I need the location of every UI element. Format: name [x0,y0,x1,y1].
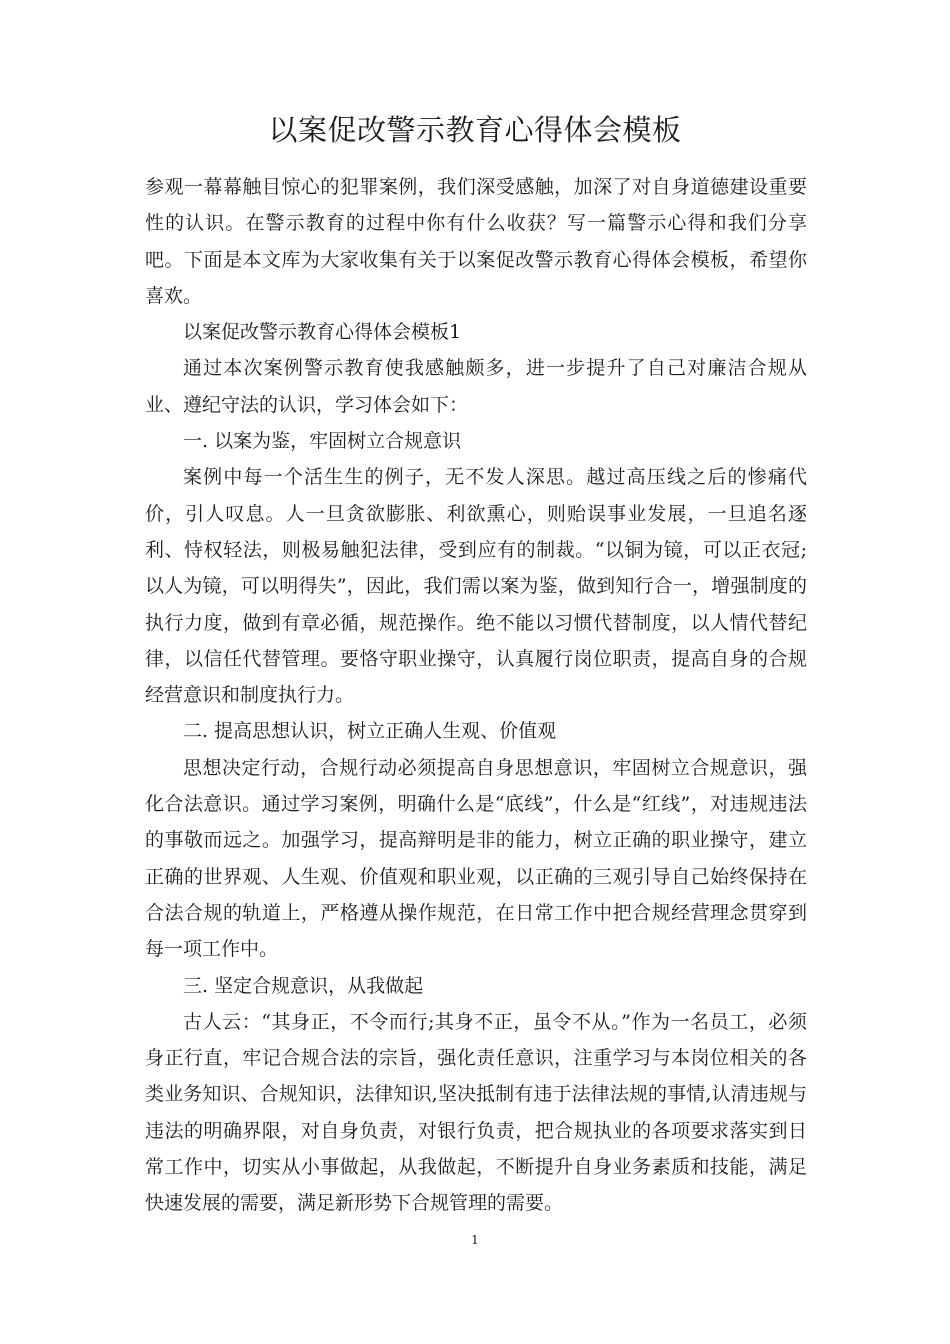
body-paragraph: 案例中每一个活生生的例子，无不发人深思。越过高压线之后的惨痛代价，引人叹息。人一旦贪欲膨胀、利欲熏心，则贻误事业发展，一旦追名逐利、恃权轻法，则极易触犯法律，受到应有的制裁。“以铜为镜，可以正衣冠;以人为镜，可以明得失”，因此，我们需以案为鉴，做到知行合一，增强制度的执行力度，做到有章必循，规范操作。绝不能以习惯代替制度，以人情代替纪律，以信任代替管理。要恪守职业操守，认真履行岗位职责，提高自身的合规经营意识和制度执行力。 [145,466,807,707]
intro-paragraph: 参观一幕幕触目惊心的犯罪案例，我们深受感触，加深了对自身道德建设重要性的认识。在警示教育的过程中你有什么收获？写一篇警示心得和我们分享吧。下面是本文库为大家收集有关于以案促改警示教育心得体会模板，希望你喜欢。 [145,176,807,307]
subsection-heading: 一. 以案为鉴，牢固树立合规意识 [183,430,462,453]
subsection-heading: 二. 提高思想认识，树立正确人生观、价值观 [183,720,557,743]
body-paragraph: 通过本次案例警示教育使我感触颇多，进一步提升了自己对廉洁合规从业、遵纪守法的认识，学习体会如下： [145,357,807,416]
body-paragraph: 古人云：“其身正，不令而行;其身不正，虽令不从。”作为一名员工，必须身正行直，牢记合规合法的宗旨，强化责任意识，注重学习与本岗位相关的各类业务知识、合规知识，法律知识,坚决抵制有违于法律法规的事情,认清违规与违法的明确界限，对自身负责，对银行负责，把合规执业的各项要求落实到日常工作中，切实从小事做起，从我做起，不断提升自身业务素质和技能，满足快速发展的需要，满足新形势下合规管理的需要。 [145,1010,807,1215]
subsection-heading: 三. 坚定合规意识，从我做起 [183,974,424,997]
document-title: 以案促改警示教育心得体会模板 [268,113,682,147]
page-number: 1 [471,1233,479,1247]
section-heading: 以案促改警示教育心得体会模板1 [183,321,462,344]
body-paragraph: 思想决定行动，合规行动必须提高自身思想意识，牢固树立合规意识，强化合法意识。通过学习案例，明确什么是“底线”，什么是“红线”，对违规违法的事敬而远之。加强学习，提高辩明是非的能力，树立正确的职业操守，建立正确的世界观、人生观、价值观和职业观，以正确的三观引导自己始终保持在合法合规的轨道上，严格遵从操作规范，在日常工作中把合规经营理念贯穿到每一项工作中。 [145,756,807,961]
document-body [145,169,807,1222]
